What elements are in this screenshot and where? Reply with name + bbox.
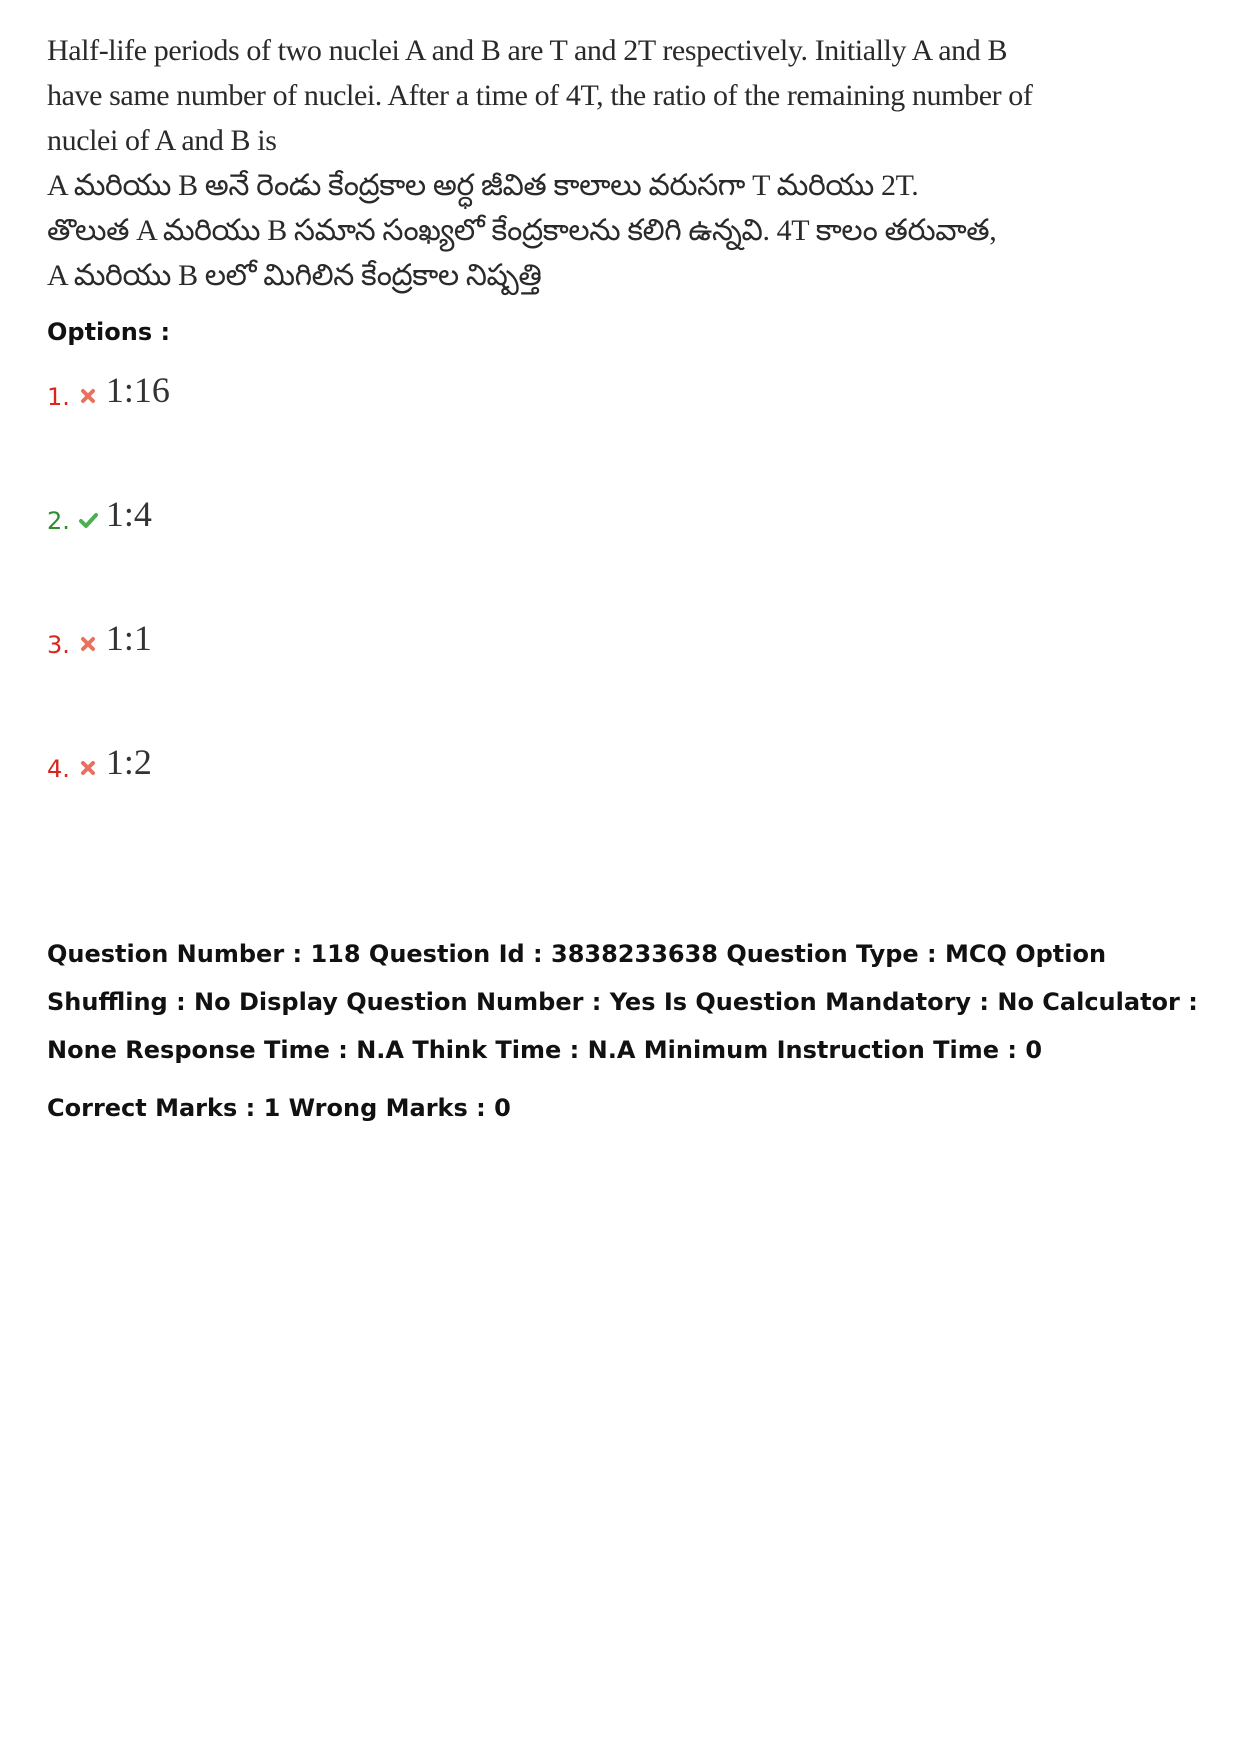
option-value: 1:16 [105, 370, 170, 410]
cross-icon [78, 758, 98, 778]
option-3 [47, 600, 152, 660]
option-2 [47, 476, 152, 536]
question-line-en-2: have same number of nuclei. After a time of 4T, the ratio of the remaining number of [47, 79, 1033, 112]
option-number: 2. [47, 507, 70, 535]
options-heading: Options : [47, 318, 171, 346]
question-line-te-3: A మరియు B లలో మిగిలిన కేంద్రకాల నిష్పత్తి [47, 259, 542, 292]
question-line-te-1: A మరియు B అనే రెండు కేంద్రకాల అర్ధ జీవిత కాలాలు వరుసగా T మరియు 2T. [47, 169, 919, 202]
option-1 [47, 352, 170, 412]
question-line-en-1: Half-life periods of two nuclei A and B are T and 2T respectively. Initially A and B [47, 34, 1008, 67]
question-text [47, 28, 1033, 298]
cross-icon [78, 386, 98, 406]
option-number: 1. [47, 383, 70, 411]
marks-info: Correct Marks : 1 Wrong Marks : 0 [47, 1094, 511, 1122]
option-number: 4. [47, 755, 70, 783]
option-number: 3. [47, 631, 70, 659]
option-value: 1:1 [105, 618, 152, 658]
question-metadata: Question Number : 118 Question Id : 3838233638 Question Type : MCQ Option Shuffling : No Display Question Number : Yes Is Question Mandatory : No Calculator : None Response Time : N.A Think Time : N.A Minimum Instruction Time : 0 [47, 940, 1198, 1064]
check-icon [78, 510, 98, 530]
question-line-en-3: nuclei of A and B is [47, 124, 277, 157]
question-line-te-2: తొలుత A మరియు B సమాన సంఖ్యలో కేంద్రకాలను కలిగి ఉన్నవి. 4T కాలం తరువాత, [47, 214, 997, 247]
cross-icon [78, 634, 98, 654]
option-value: 1:2 [105, 742, 152, 782]
option-4 [47, 724, 152, 784]
option-value: 1:4 [105, 494, 152, 534]
